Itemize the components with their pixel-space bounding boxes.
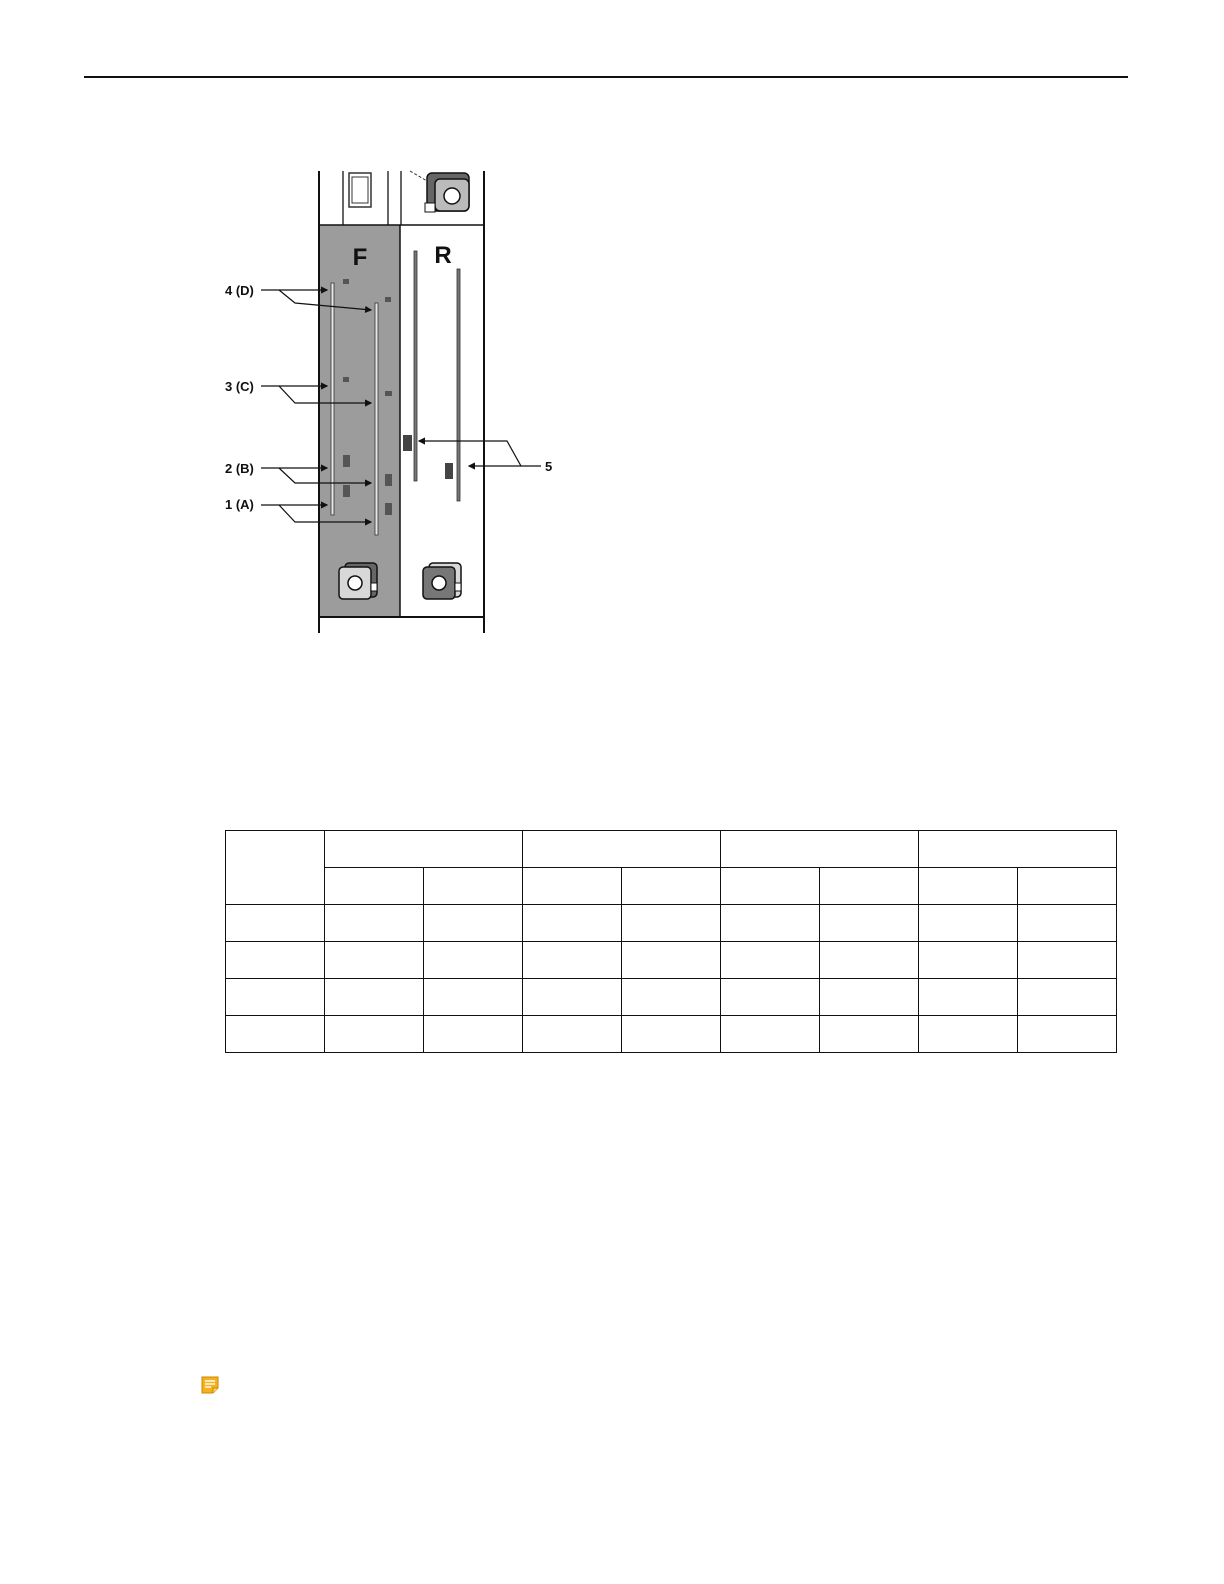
- callout-1a: 1 (A): [225, 497, 254, 512]
- table-cell: [523, 1016, 622, 1053]
- callout-4d: 4 (D): [225, 283, 254, 298]
- table-cell: [325, 979, 424, 1016]
- table-cell: [226, 1016, 325, 1053]
- table-corner-cell: [226, 831, 325, 905]
- table-cell: [622, 942, 721, 979]
- table-cell: [424, 1016, 523, 1053]
- table-cell: [919, 905, 1018, 942]
- rear-rail-left: [414, 251, 417, 481]
- table-cell: [325, 1016, 424, 1053]
- sub-header-cell: [622, 868, 721, 905]
- rear-panel-letter: R: [434, 242, 452, 269]
- group-header-cell: [721, 831, 919, 868]
- sub-header-cell: [919, 868, 1018, 905]
- table-cell: [523, 979, 622, 1016]
- page-header-rule: [84, 76, 1128, 78]
- front-panel-letter: F: [352, 244, 368, 271]
- cage-nut-rear-icon: [423, 563, 461, 599]
- table-cell: [523, 905, 622, 942]
- front-rail-right: [375, 303, 378, 535]
- group-header-cell: [919, 831, 1117, 868]
- rack-rail-figure: [215, 165, 565, 635]
- data-table: [225, 830, 1117, 1053]
- table-cell: [820, 1016, 919, 1053]
- table-row: [226, 979, 1117, 1016]
- table-cell: [820, 905, 919, 942]
- sub-header-cell: [820, 868, 919, 905]
- group-header-cell: [325, 831, 523, 868]
- table-cell: [721, 979, 820, 1016]
- table-cell: [523, 942, 622, 979]
- table-cell: [820, 979, 919, 1016]
- table-cell: [424, 942, 523, 979]
- table-cell: [820, 942, 919, 979]
- table-cell: [622, 905, 721, 942]
- table-cell: [721, 942, 820, 979]
- top-window-inner: [352, 177, 368, 203]
- table-cell: [919, 1016, 1018, 1053]
- table-cell: [721, 905, 820, 942]
- rear-rail-right: [457, 269, 460, 501]
- table-cell: [226, 942, 325, 979]
- table-cell: [622, 979, 721, 1016]
- table-cell: [622, 1016, 721, 1053]
- table-row: [226, 905, 1117, 942]
- cage-nut-dash: [410, 171, 427, 181]
- note-icon: [200, 1375, 220, 1395]
- table-cell: [325, 942, 424, 979]
- table-cell: [1018, 1016, 1117, 1053]
- cage-nut-top-icon: [425, 173, 469, 212]
- sub-header-cell: [721, 868, 820, 905]
- callout-2b: 2 (B): [225, 461, 254, 476]
- callout-3c: 3 (C): [225, 379, 254, 394]
- callout-5: 5: [545, 459, 553, 474]
- table-cell: [721, 1016, 820, 1053]
- table-cell: [1018, 942, 1117, 979]
- table-header-row: [226, 831, 1117, 868]
- cage-nut-front-icon: [339, 563, 377, 599]
- table-subheader-row: [226, 868, 1117, 905]
- table-cell: [1018, 905, 1117, 942]
- table-cell: [424, 979, 523, 1016]
- table-cell: [424, 905, 523, 942]
- table-cell: [919, 979, 1018, 1016]
- table-cell: [226, 979, 325, 1016]
- table-row: [226, 942, 1117, 979]
- table-cell: [919, 942, 1018, 979]
- table-cell: [1018, 979, 1117, 1016]
- sub-header-cell: [424, 868, 523, 905]
- callout-leaders: [261, 290, 541, 522]
- sub-header-cell: [1018, 868, 1117, 905]
- front-rail-left: [331, 283, 334, 515]
- sub-header-cell: [325, 868, 424, 905]
- table-row: [226, 1016, 1117, 1053]
- sub-header-cell: [523, 868, 622, 905]
- table-cell: [325, 905, 424, 942]
- group-header-cell: [523, 831, 721, 868]
- table-cell: [226, 905, 325, 942]
